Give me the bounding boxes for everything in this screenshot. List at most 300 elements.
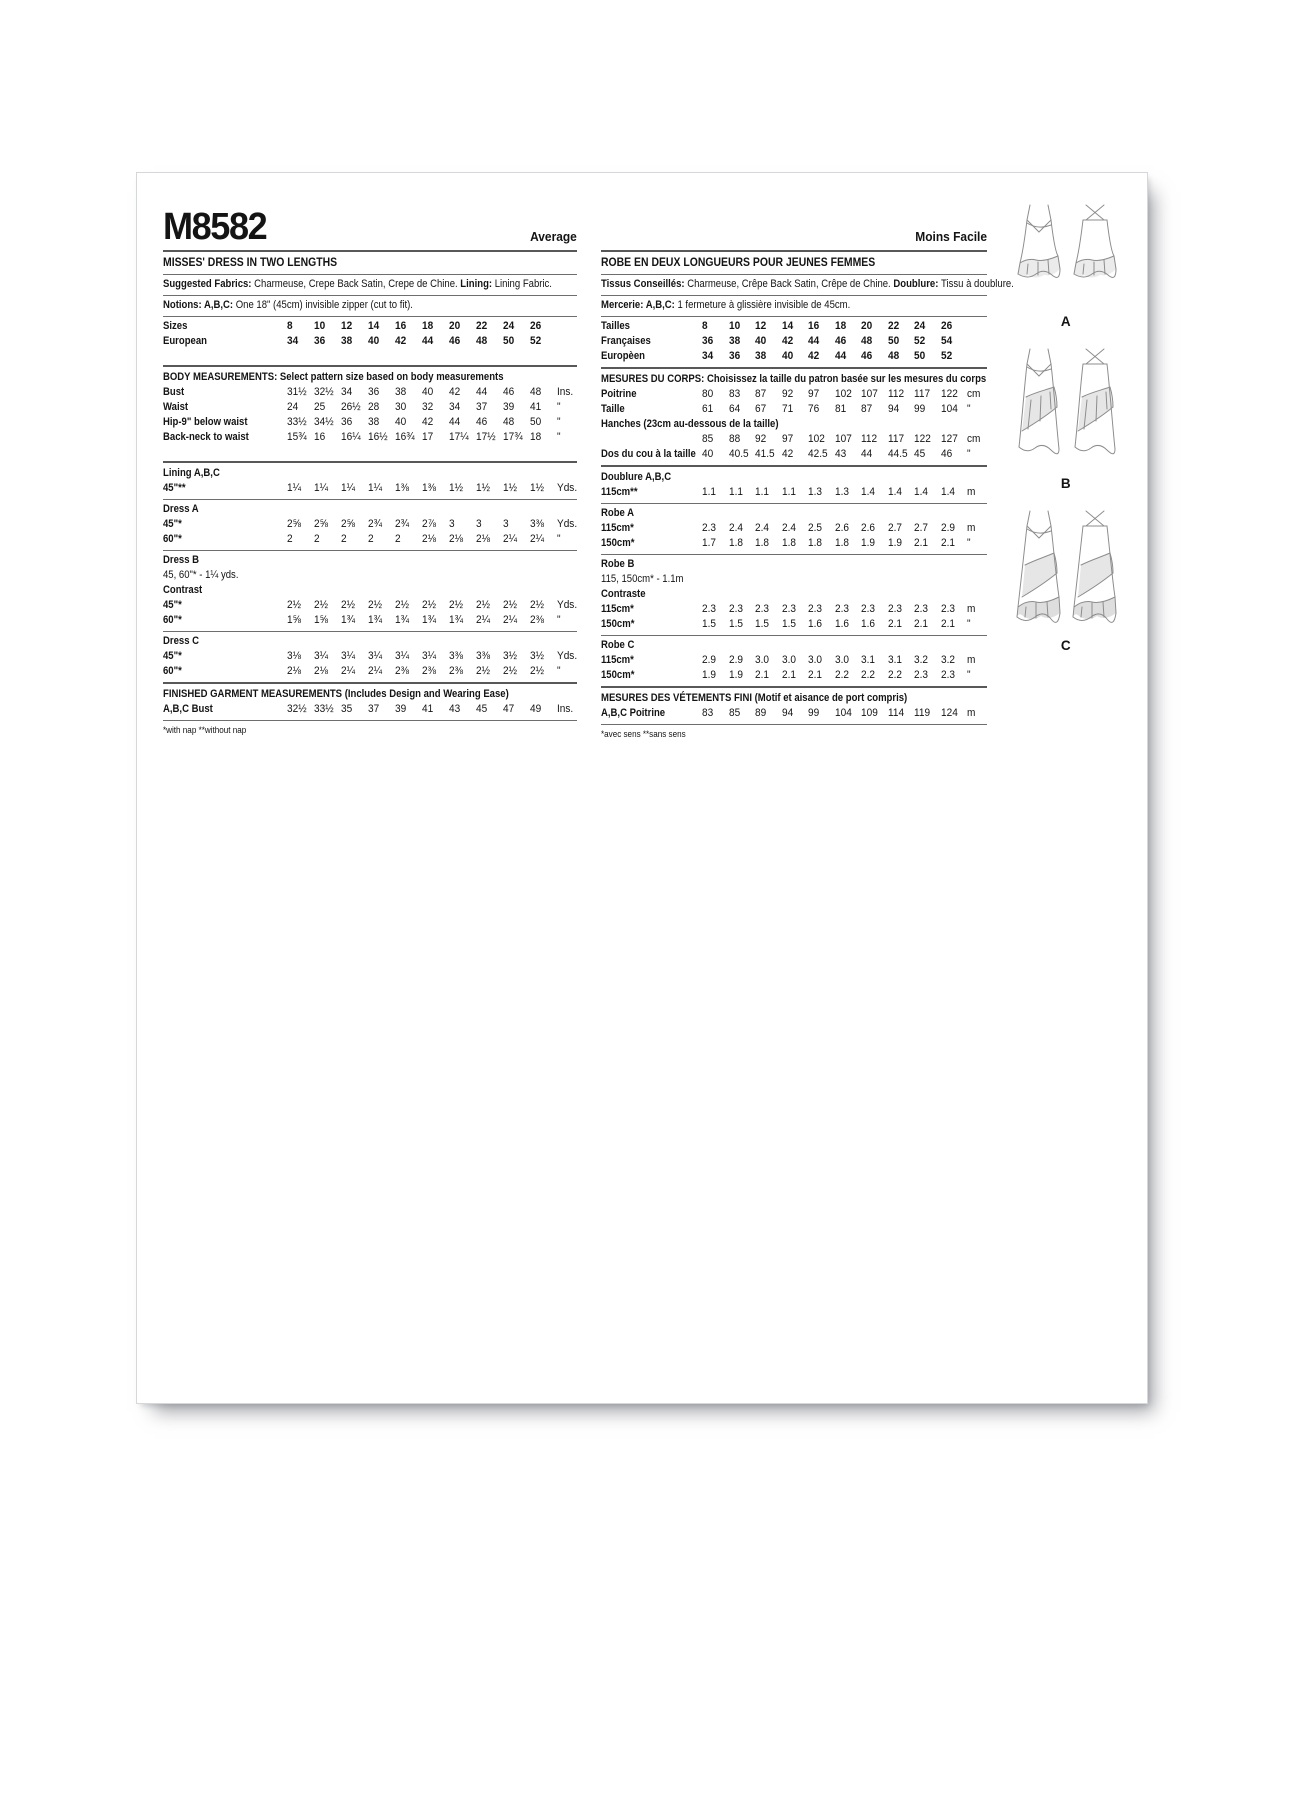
value-cell: 34 — [287, 335, 299, 347]
value-cell: 2¼ — [503, 533, 517, 545]
value-cell: 2⅜ — [395, 665, 409, 677]
divider — [601, 686, 987, 688]
value-cell: 81 — [834, 403, 846, 415]
value-cell: 26 — [530, 320, 542, 332]
section-header-text: Dress B — [163, 554, 200, 566]
value-cell: 2¼ — [476, 614, 490, 626]
value-cell: 34½ — [314, 416, 334, 428]
row-label: Europèen — [601, 350, 645, 362]
value-cell: 88 — [728, 433, 740, 445]
value-cell: 2.1 — [914, 537, 928, 549]
value-cell: 99 — [914, 403, 926, 415]
table-row — [163, 664, 577, 679]
row-label: Françaises — [601, 335, 651, 347]
value-cell: 46 — [476, 416, 488, 428]
unit-cell: cm — [967, 433, 981, 445]
divider — [163, 720, 577, 721]
value-cell: 1.8 — [728, 537, 743, 549]
info-row — [601, 298, 987, 313]
divider — [601, 250, 987, 252]
value-cell: 1.8 — [755, 537, 769, 549]
value-cell: 32½ — [314, 386, 334, 398]
value-cell: 80 — [702, 388, 714, 400]
value-cell: 1⅝ — [314, 614, 328, 626]
value-cell: 47 — [503, 703, 515, 715]
value-cell: 2.9 — [702, 654, 716, 666]
value-cell: 2.3 — [834, 603, 849, 615]
value-cell: 2 — [287, 533, 293, 545]
value-cell: 42 — [449, 386, 461, 398]
value-cell: 24 — [503, 320, 515, 332]
value-cell: 2⅜ — [449, 665, 463, 677]
info-row — [163, 277, 577, 292]
row-label: 150cm* — [601, 537, 635, 549]
value-cell: 112 — [887, 388, 904, 400]
value-cell: 48 — [861, 335, 873, 347]
rich-text — [601, 277, 1014, 292]
value-cell: 3½ — [503, 650, 517, 662]
unit-cell: " — [967, 403, 971, 415]
value-cell: 16½ — [368, 431, 388, 443]
value-cell: 3 — [449, 518, 455, 530]
table-row — [601, 706, 987, 721]
value-cell: 42 — [808, 350, 820, 362]
value-cell: 45 — [914, 448, 926, 460]
value-cell: 2½ — [530, 599, 544, 611]
value-cell: 2½ — [395, 599, 409, 611]
table-row — [601, 521, 987, 536]
value-cell: 42 — [422, 416, 434, 428]
value-cell: 10 — [728, 320, 740, 332]
run-text: Lining Fabric. — [494, 278, 552, 290]
value-cell: 1.8 — [808, 537, 822, 549]
unit-cell: m — [967, 654, 976, 666]
table-row — [601, 387, 987, 402]
value-cell: 1.3 — [834, 486, 849, 498]
table-row — [601, 485, 987, 500]
value-cell: 1.1 — [781, 486, 796, 498]
value-cell: 28 — [368, 401, 380, 413]
value-cell: 48 — [887, 350, 899, 362]
row-label: 45"* — [163, 518, 182, 530]
value-cell: 92 — [755, 433, 767, 445]
value-cell: 2.3 — [755, 603, 769, 615]
run-text: Tissu à doublure. — [941, 278, 1014, 290]
divider — [163, 631, 577, 632]
value-cell: 24 — [914, 320, 926, 332]
row-label: 60"* — [163, 665, 182, 677]
bold-lead-in: Tissus Conseillés: — [601, 278, 688, 290]
value-cell: 2⅝ — [314, 518, 328, 530]
value-cell: 2¼ — [368, 665, 382, 677]
value-cell: 2.3 — [887, 603, 902, 615]
value-cell: 3 — [503, 518, 509, 530]
divider — [601, 554, 987, 555]
value-cell: 1.1 — [755, 486, 769, 498]
footnote — [601, 727, 987, 742]
value-cell: 37 — [368, 703, 380, 715]
value-cell: 2 — [341, 533, 347, 545]
english-header — [163, 195, 577, 247]
rich-text — [163, 723, 246, 738]
value-cell: 1.5 — [755, 618, 769, 630]
value-cell: 32 — [422, 401, 434, 413]
value-cell: 3¼ — [341, 650, 355, 662]
value-cell: 97 — [781, 433, 793, 445]
value-cell: 31½ — [287, 386, 307, 398]
divider — [601, 295, 987, 296]
value-cell: 3.0 — [781, 654, 796, 666]
value-cell: 107 — [861, 388, 878, 400]
french-header — [601, 195, 987, 247]
value-cell: 52 — [530, 335, 542, 347]
value-cell: 2 — [368, 533, 374, 545]
row-label: Tailles — [601, 320, 630, 332]
value-cell: 14 — [781, 320, 793, 332]
divider — [601, 724, 987, 725]
rich-text — [601, 727, 686, 742]
value-cell: 38 — [341, 335, 353, 347]
row-label: 45"* — [163, 650, 182, 662]
value-cell: 2.3 — [861, 603, 875, 615]
section-header — [163, 687, 577, 702]
value-cell: 3⅛ — [287, 650, 301, 662]
value-cell: 2½ — [287, 599, 301, 611]
value-cell: 46 — [834, 335, 846, 347]
value-cell: 1.5 — [781, 618, 796, 630]
value-cell: 2.7 — [914, 522, 928, 534]
table-row — [601, 602, 987, 617]
value-cell: 2½ — [503, 599, 517, 611]
value-cell: 2.1 — [887, 618, 902, 630]
value-cell: 16¾ — [395, 431, 415, 443]
view-a-label: A — [1060, 314, 1072, 329]
view-a-illustration — [1014, 201, 1118, 329]
table-row — [601, 319, 987, 334]
value-cell: 1.9 — [702, 669, 716, 681]
value-cell: 32½ — [287, 703, 307, 715]
table-row — [601, 536, 987, 551]
section-header-text: Hanches (23cm au-dessous de la taille) — [601, 418, 779, 430]
value-cell: 40 — [755, 335, 767, 347]
value-cell: 83 — [728, 388, 740, 400]
divider — [601, 274, 987, 275]
value-cell: 1.4 — [940, 486, 955, 498]
divider — [163, 316, 577, 317]
rich-text — [163, 277, 552, 292]
value-cell: 2.2 — [861, 669, 875, 681]
garment-views-rail — [1011, 195, 1121, 669]
value-cell: 50 — [503, 335, 515, 347]
value-cell: 2.1 — [940, 537, 955, 549]
value-cell: 94 — [781, 707, 793, 719]
bold-lead-in: Lining: — [460, 278, 495, 290]
value-cell: 1¾ — [341, 614, 355, 626]
value-cell: 44 — [476, 386, 488, 398]
value-cell: 33½ — [314, 703, 334, 715]
value-cell: 48 — [530, 386, 542, 398]
value-cell: 2½ — [368, 599, 382, 611]
value-cell: 44 — [808, 335, 820, 347]
value-cell: 109 — [861, 707, 878, 719]
value-cell: 102 — [808, 433, 825, 445]
value-cell: 1.6 — [861, 618, 875, 630]
unit-cell: " — [967, 448, 971, 460]
value-cell: 2.5 — [808, 522, 822, 534]
value-cell: 3¼ — [422, 650, 436, 662]
value-cell: 50 — [530, 416, 542, 428]
value-cell: 26 — [940, 320, 952, 332]
unit-cell: Yds. — [557, 518, 578, 530]
value-cell: 3.0 — [834, 654, 849, 666]
value-cell: 46 — [449, 335, 461, 347]
value-cell: 8 — [287, 320, 293, 332]
value-cell: 2½ — [530, 665, 544, 677]
divider — [601, 503, 987, 504]
table-row — [601, 349, 987, 364]
value-cell: 2.9 — [940, 522, 955, 534]
value-cell: 122 — [940, 388, 958, 400]
value-cell: 41 — [530, 401, 542, 413]
section-header — [601, 470, 987, 485]
divider — [163, 250, 577, 252]
value-cell: 1½ — [503, 482, 517, 494]
value-cell: 1¼ — [314, 482, 328, 494]
section-header — [163, 502, 577, 517]
value-cell: 3½ — [530, 650, 544, 662]
value-cell: 1.5 — [702, 618, 716, 630]
value-cell: 40 — [702, 448, 714, 460]
table-row — [601, 617, 987, 632]
section-title — [601, 255, 987, 271]
value-cell: 40 — [368, 335, 380, 347]
section-header-text: FINISHED GARMENT MEASUREMENTS (Includes Design and Wearing Ease) — [163, 688, 509, 700]
row-label: Dos du cou à la taille — [601, 448, 696, 460]
value-cell: 1.6 — [834, 618, 849, 630]
value-cell: 36 — [341, 416, 353, 428]
value-cell: 2.4 — [781, 522, 796, 534]
unit-cell: m — [967, 522, 976, 534]
value-cell: 2 — [314, 533, 320, 545]
value-cell: 3.0 — [808, 654, 822, 666]
value-cell: 1.7 — [702, 537, 716, 549]
value-cell: 1½ — [449, 482, 463, 494]
value-cell: 89 — [755, 707, 767, 719]
value-cell: 2 — [395, 533, 401, 545]
table-row — [601, 668, 987, 683]
value-cell: 50 — [887, 335, 899, 347]
row-label: European — [163, 335, 207, 347]
section-title-text: ROBE EN DEUX LONGUEURS POUR JEUNES FEMMES — [601, 256, 876, 269]
section-header — [601, 417, 987, 432]
divider — [163, 365, 577, 367]
divider — [601, 367, 987, 369]
value-cell: 117 — [914, 388, 931, 400]
value-cell: 49 — [530, 703, 542, 715]
value-cell: 2.3 — [914, 669, 928, 681]
unit-cell: " — [557, 533, 561, 545]
value-cell: 3.0 — [755, 654, 769, 666]
unit-cell: Yds. — [557, 599, 578, 611]
value-cell: 117 — [887, 433, 904, 445]
value-cell: 2.7 — [887, 522, 902, 534]
run-text: *avec sens **sans sens — [601, 729, 686, 739]
value-cell: 119 — [914, 707, 931, 719]
value-cell: 2½ — [449, 599, 463, 611]
value-cell: 124 — [940, 707, 958, 719]
table-row — [163, 385, 577, 400]
value-cell: 46 — [940, 448, 952, 460]
row-label: 115cm** — [601, 486, 638, 498]
value-cell: 18 — [834, 320, 846, 332]
value-cell: 1¾ — [368, 614, 382, 626]
section-header — [163, 634, 577, 649]
value-cell: 20 — [449, 320, 461, 332]
value-cell: 2.1 — [808, 669, 822, 681]
value-cell: 42 — [781, 448, 793, 460]
value-cell: 3.2 — [940, 654, 955, 666]
value-cell: 1.9 — [887, 537, 902, 549]
value-cell: 34 — [702, 350, 714, 362]
table-row — [163, 415, 577, 430]
divider — [601, 635, 987, 636]
value-cell: 43 — [449, 703, 461, 715]
difficulty-average: Average — [530, 229, 577, 244]
value-cell: 46 — [503, 386, 515, 398]
value-cell: 2.3 — [940, 603, 955, 615]
value-cell: 2⅛ — [287, 665, 301, 677]
section-header — [601, 506, 987, 521]
value-cell: 35 — [341, 703, 353, 715]
value-cell: 15¾ — [287, 431, 307, 443]
value-cell: 102 — [834, 388, 852, 400]
run-text: Charmeuse, Crêpe Back Satin, Crêpe de Chine. — [687, 278, 894, 290]
value-cell: 1¼ — [368, 482, 382, 494]
table-row — [163, 598, 577, 613]
row-label: 115cm* — [601, 603, 634, 615]
value-cell: 2⅝ — [341, 518, 355, 530]
unit-cell: Ins. — [557, 386, 574, 398]
text-row — [601, 572, 987, 587]
value-cell: 2⅜ — [422, 665, 436, 677]
value-cell: 16 — [808, 320, 820, 332]
value-cell: 2.4 — [755, 522, 769, 534]
section-header — [601, 587, 987, 602]
row-label: 60"* — [163, 614, 182, 626]
spacer — [163, 349, 577, 362]
value-cell: 2¼ — [530, 533, 544, 545]
value-cell: 12 — [755, 320, 767, 332]
text-row-content: 115, 150cm* - 1.1m — [601, 573, 684, 585]
value-cell: 45 — [476, 703, 488, 715]
value-cell: 3¼ — [395, 650, 409, 662]
value-cell: 44.5 — [887, 448, 908, 460]
table-row — [601, 653, 987, 668]
value-cell: 2.3 — [940, 669, 955, 681]
value-cell: 1⅝ — [287, 614, 301, 626]
value-cell: 114 — [887, 707, 904, 719]
value-cell: 48 — [503, 416, 515, 428]
value-cell: 20 — [861, 320, 873, 332]
value-cell: 44 — [861, 448, 873, 460]
value-cell: 3.1 — [861, 654, 875, 666]
table-row — [163, 613, 577, 628]
section-header-text: Contrast — [163, 584, 203, 596]
value-cell: 18 — [422, 320, 434, 332]
value-cell: 1.9 — [861, 537, 875, 549]
value-cell: 2⅛ — [476, 533, 490, 545]
table-row — [163, 517, 577, 532]
value-cell: 39 — [395, 703, 407, 715]
unit-cell: Yds. — [557, 482, 578, 494]
pattern-envelope-page — [136, 172, 1148, 1404]
value-cell: 14 — [368, 320, 380, 332]
value-cell: 38 — [395, 386, 407, 398]
french-column — [601, 195, 1014, 742]
text-row-content: 45, 60"* - 1¼ yds. — [163, 569, 239, 581]
value-cell: 64 — [728, 403, 740, 415]
value-cell: 3¼ — [368, 650, 382, 662]
value-cell: 2.2 — [834, 669, 849, 681]
table-row — [601, 334, 987, 349]
dress-c-sketch — [1014, 507, 1118, 635]
divider — [163, 682, 577, 684]
value-cell: 87 — [755, 388, 767, 400]
value-cell: 67 — [755, 403, 767, 415]
view-b-label: B — [1060, 476, 1072, 491]
value-cell: 18 — [530, 431, 542, 443]
english-table — [163, 250, 577, 738]
value-cell: 42.5 — [808, 448, 828, 460]
value-cell: 2.1 — [781, 669, 796, 681]
value-cell: 39 — [503, 401, 515, 413]
value-cell: 2.3 — [702, 603, 716, 615]
value-cell: 107 — [834, 433, 852, 445]
value-cell: 3 — [476, 518, 482, 530]
rich-text — [163, 298, 413, 313]
table-row — [163, 334, 577, 349]
dress-b-sketch — [1014, 345, 1118, 473]
row-label: 115cm* — [601, 654, 634, 666]
footnote — [163, 723, 577, 738]
row-label: 45"** — [163, 482, 186, 494]
value-cell: 22 — [476, 320, 488, 332]
section-header-text: Contraste — [601, 588, 646, 600]
divider — [163, 274, 577, 275]
run-text: *with nap **without nap — [163, 725, 247, 735]
value-cell: 104 — [940, 403, 958, 415]
value-cell: 40 — [781, 350, 793, 362]
value-cell: 2.9 — [728, 654, 743, 666]
value-cell: 54 — [940, 335, 952, 347]
french-table — [601, 250, 1014, 742]
bold-lead-in: Suggested Fabrics: — [163, 278, 255, 290]
value-cell: 25 — [314, 401, 326, 413]
value-cell: 22 — [887, 320, 899, 332]
value-cell: 2.3 — [728, 603, 743, 615]
value-cell: 38 — [728, 335, 740, 347]
section-header — [163, 370, 577, 385]
table-row — [163, 532, 577, 547]
row-label: 150cm* — [601, 669, 635, 681]
value-cell: 83 — [702, 707, 714, 719]
table-row — [601, 402, 987, 417]
value-cell: 50 — [914, 350, 926, 362]
row-label: Waist — [163, 401, 189, 413]
table-row — [163, 430, 577, 445]
value-cell: 43 — [834, 448, 846, 460]
value-cell: 52 — [914, 335, 926, 347]
